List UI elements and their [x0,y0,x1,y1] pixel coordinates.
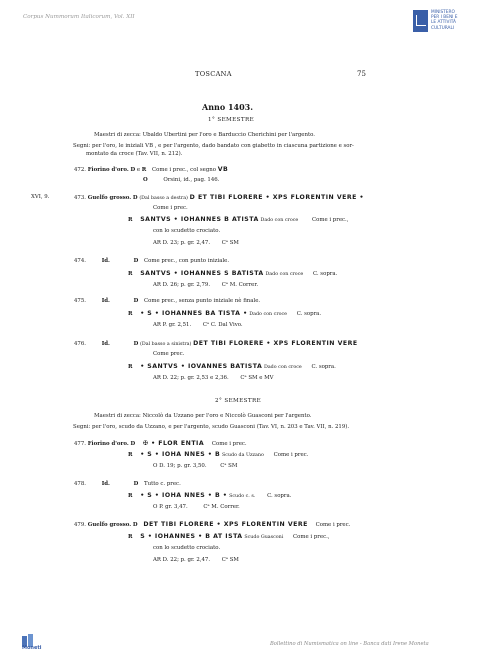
entry-473-weight: AR D. 23; p. gr. 2,47. Cᵃ SM [153,240,239,246]
entry-477-reverse: R • S • IOHA NNES • B Scudo da Uzzano Come i prec. [128,451,309,458]
semester-1-masters: Maestri di zecca: Ubaldo Ubertini per l'oro e Barduccio Cherichini per l'argento. [94,132,315,138]
entry-479-line3: con lo scudetto crociato. [153,545,221,551]
entry-477-weight: O D. 19; p. gr. 3,50. Cᵃ SM [153,463,238,469]
mint-sign: VB [217,166,229,173]
moneti-logo: Moneti [22,633,50,651]
entry-478-weight: O P. gr. 3,47. Cᵃ M. Correr. [153,504,240,510]
entry-474: 474. Id. D Come prec., con punto iniziale. [74,258,230,264]
ministry-name: MINISTERO PER I BENI E LE ATTIVITÀ CULTURALI [431,10,458,31]
page-number: 75 [357,70,366,78]
entry-472: 472. Fiorino d'oro. D e R Come i prec., col segno VB [74,166,229,173]
semester-1-signs-cont: montato da croce (Tav. VII, n. 212). [86,151,183,157]
journal-title: Corpus Nummorum Italicorum, Vol. XII [23,14,135,20]
entry-479-weight: AR D. 22; p. gr. 2,47. Cᵃ SM [153,557,239,563]
plate-ref: XVI, 9. [31,194,50,200]
obverse-mark: D [130,167,136,173]
entry-475: 475. Id. D Come prec., senza punto iniziale nè finale. [74,298,261,304]
entry-476-weight: AR D. 22; p. gr. 2,53 e 2,36. Cᵃ SM e MV [153,375,274,381]
running-head: TOSCANA [195,70,232,78]
entry-479-reverse: R S • IOHANNES • B AT ISTA Scudo Guasconi Come i prec., [128,533,330,540]
entry-473-line2: Come i prec. [153,205,188,211]
entry-476: 476. Id. D (Dal basso a sinistra) DET TIBI FLORERE • XPS FLORENTIN VERE [74,340,358,347]
coin-type: Fiorino d'oro. [87,167,129,173]
entry-number: 472. [74,167,87,173]
entry-473: 473. Guelfo grosso. D (Dal basso a destra) D ET TIBI FLORERE • XPS FLORENTIN VERE • [74,194,364,201]
entry-477: 477. Fiorino d'oro. D ✠ • FLOR ENTIA Come i prec. [74,440,247,447]
entry-478-reverse: R • S • IOHA NNES • B • Scudo c. s. C. sopra. [128,492,292,499]
entry-478: 478. Id. D Tutto c. prec. [74,481,181,487]
entry-475-weight: AR P. gr. 2,51. Cᵃ C. Dal Vivo. [153,322,243,328]
entry-474-weight: AR D. 26; p. gr. 2,79. Cᵃ M. Correr. [153,282,259,288]
entry-479: 479. Guelfo grosso. D DET TIBI FLORERE • XPS FLORENTIN VERE Come i prec. [74,521,351,528]
ministry-emblem-icon [413,10,428,32]
entry-475-reverse: R • S • IOHANNES BA TISTA • Dado con croce C. sopra. [128,310,322,317]
entry-473-line4: con lo scudetto crociato. [153,228,221,234]
ministry-logo [413,8,469,36]
semester-2-heading: 2° SEMESTRE [215,398,262,404]
entry-476-reverse: R • SANTVS • IOVANNES BATISTA Dado con croce C. sopra. [128,363,336,370]
obverse-legend: D ET TIBI FLORERE • XPS FLORENTIN VERE • [189,194,364,201]
entry-473-reverse: R SANTVS • IOHANNES B ATISTA Dado con croce Come i prec., [128,216,349,223]
semester-1-heading: 1° SEMESTRE [208,117,255,123]
entry-472-ref: O Orsini, id., pag. 146. [143,177,220,183]
entry-474-reverse: R SANTVS • IOHANNES S BATISTA Dado con croce C. sopra. [128,270,338,277]
reverse-legend: SANTVS • IOHANNES B ATISTA [140,216,259,223]
reverse-mark: R [141,167,147,173]
footer-note: Bollettino di Numismatica on line - Banca dati Irene Moneta [270,641,429,647]
semester-1-signs: Segni: per l'oro, le iniziali VB , e per l'argento, dado bandato con giabetto in ciascuna partizione e sor- [73,143,354,149]
year-heading: Anno 1403. [202,102,254,112]
semester-2-signs: Segni: per l'oro, scudo da Uzzano, e per l'argento, scudo Guasconi (Tav. VI, n. 203 e Tav. VII, n. 219). [73,424,350,430]
entry-476-line2: Come prec. [153,351,185,357]
semester-2-masters: Maestri di zecca: Niccolò da Uzzano per l'oro e Niccolò Guasconi per l'argento. [94,413,312,419]
